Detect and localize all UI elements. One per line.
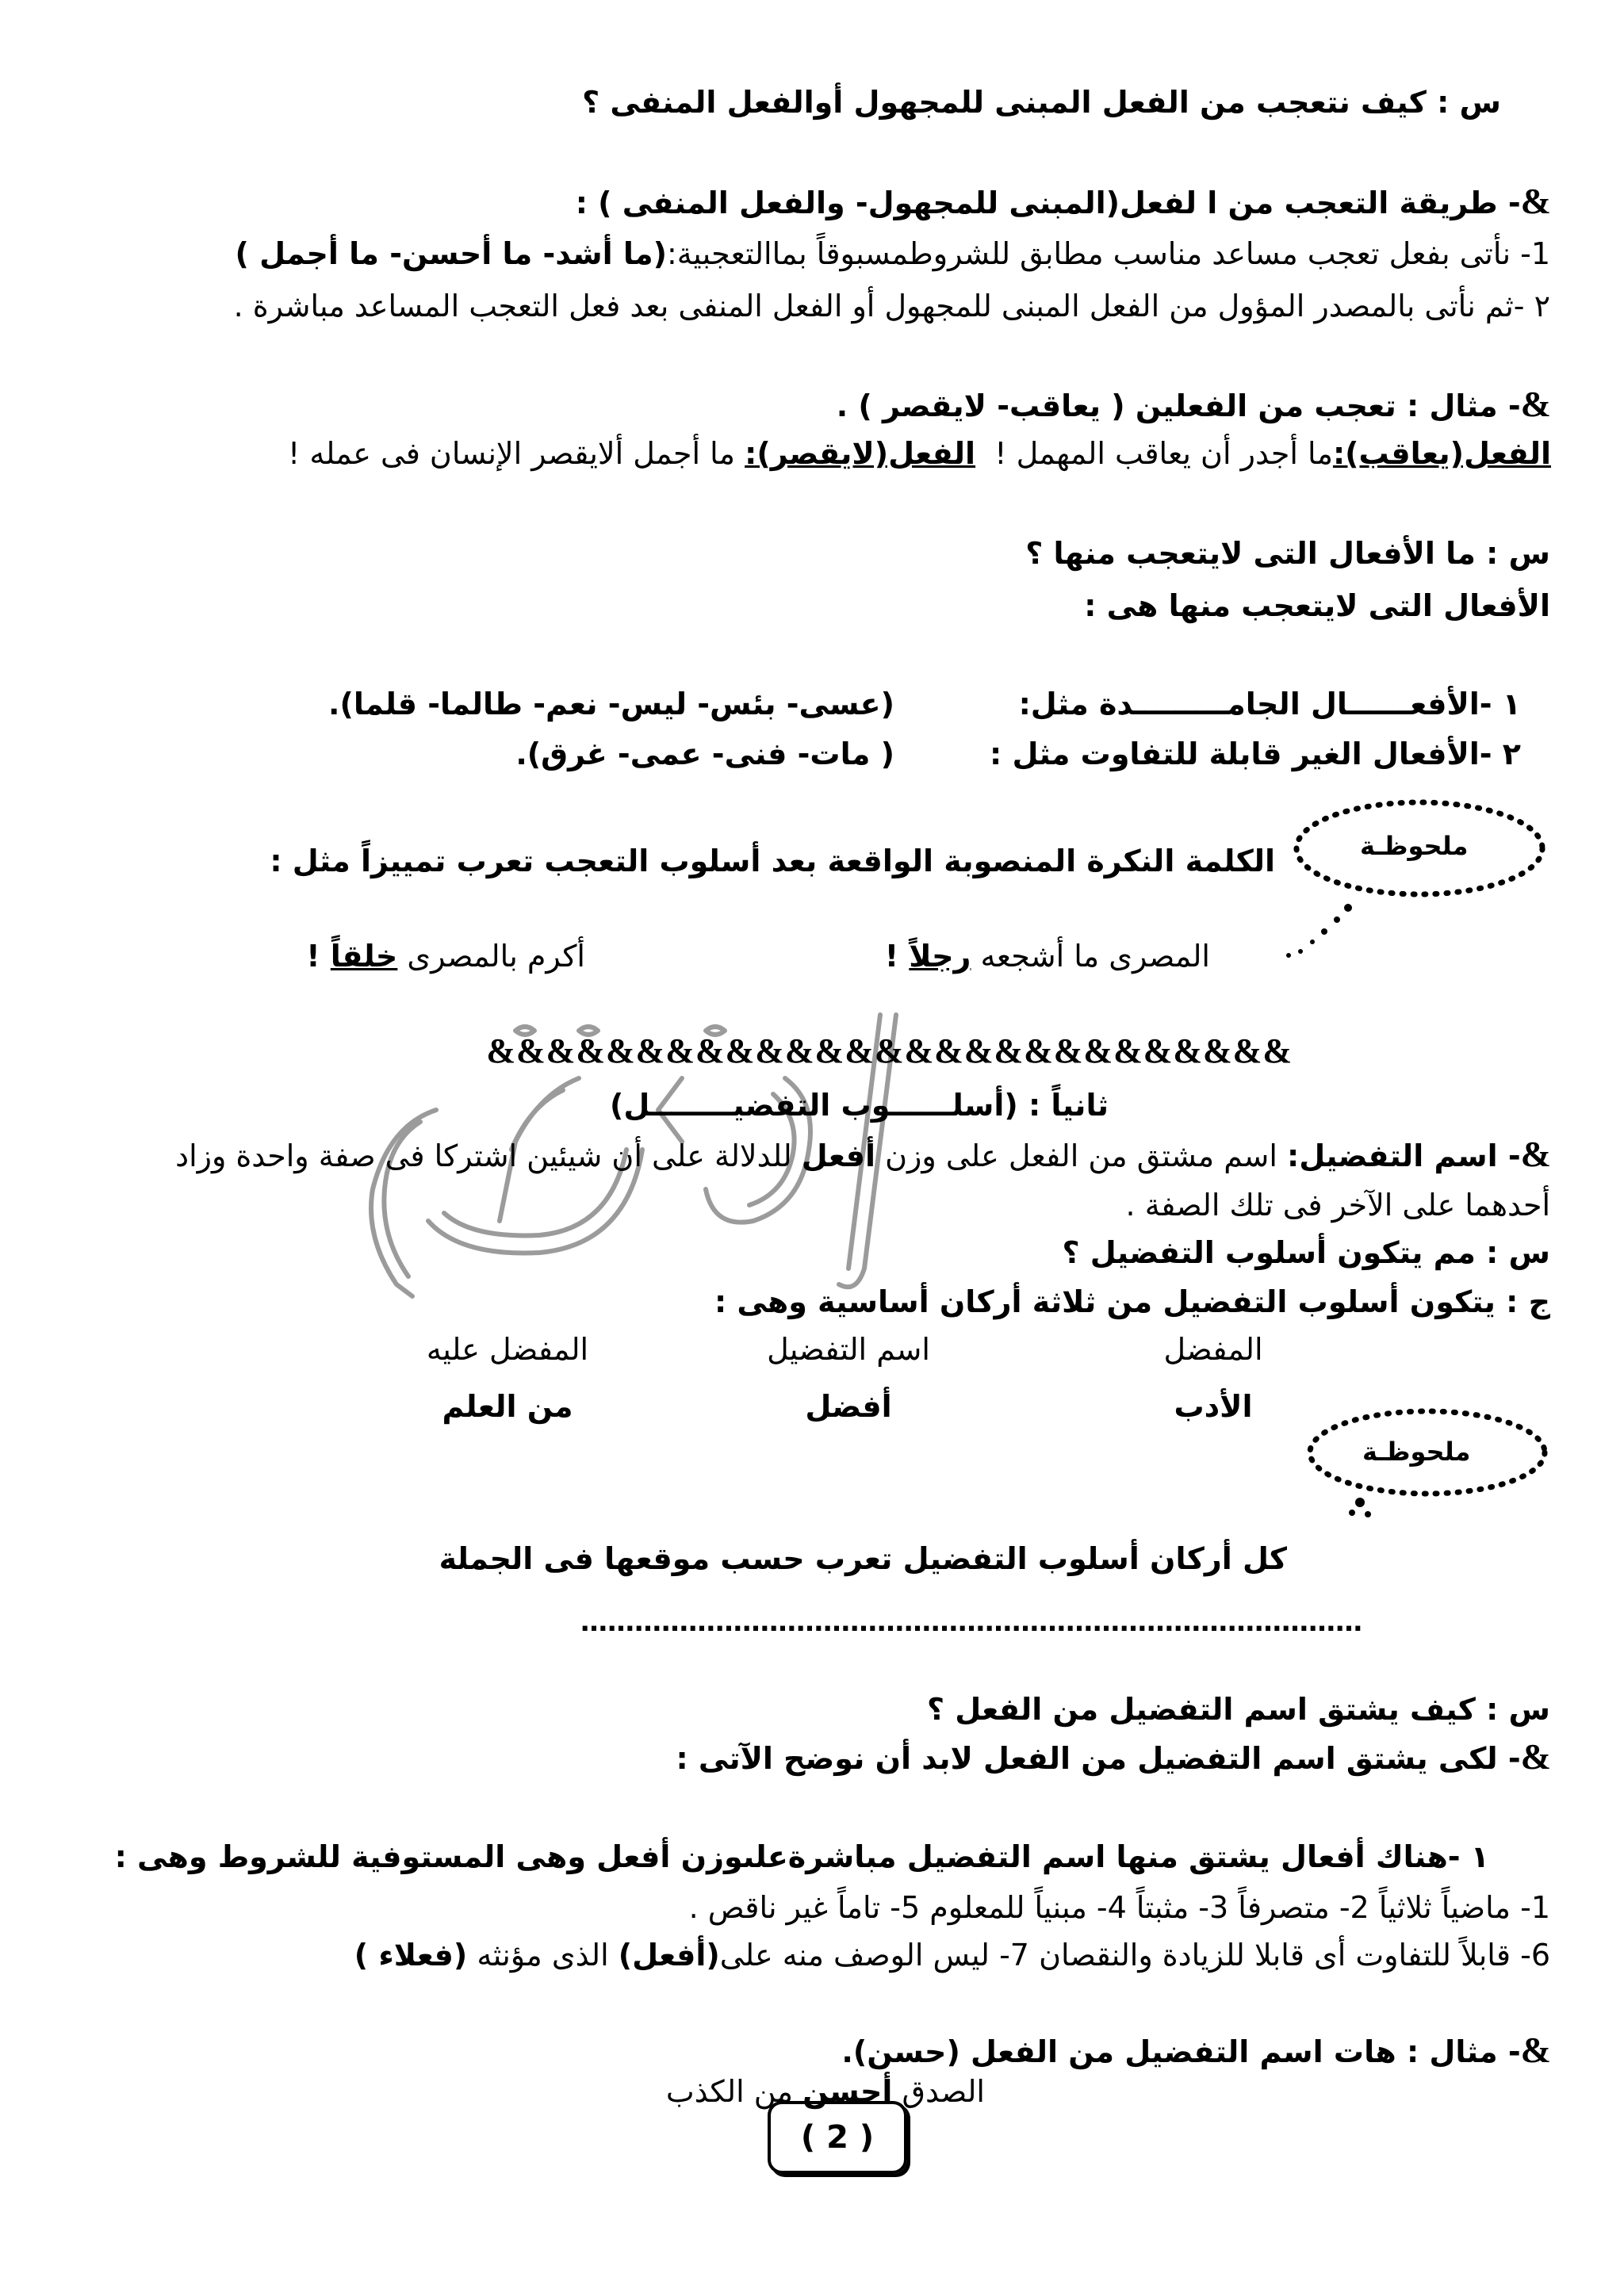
question-2: س : ما الأفعال التى لايتعجب منها ؟ [1025, 536, 1550, 571]
pillar-3-name: المفضل عليه [426, 1332, 589, 1367]
answer-4-text: لكى يشتق اسم التفضيل من الفعل لابد أن نوضح الآتى : [676, 1741, 1498, 1776]
example-1-text-1: ما أجدر أن يعاقب المهمل ! [994, 436, 1333, 471]
ampersand-icon: & [1520, 1134, 1551, 1174]
pillar-1-example: الأدب [1174, 1389, 1253, 1424]
note-1-example-1 [885, 936, 1210, 977]
derive-conditions-2-b: (أفعل) [618, 1938, 720, 1973]
pillar-2-example: أفضل [805, 1389, 892, 1424]
method-heading-text: طريقة التعجب من ا لفعل(المبنى للمجهول- والفعل المنفى ) : [575, 186, 1498, 220]
ampersand-icon: & [1520, 181, 1551, 221]
example-2-sentence-a: الصدق [892, 2074, 985, 2109]
method-step-1 [236, 233, 1550, 274]
definition-line-2: أحدهما على الآخر فى تلك الصفة . [1125, 1188, 1550, 1223]
method-heading: &- طريقة التعجب من ا لفعل(المبنى للمجهول- والفعل المنفى ) : [575, 181, 1551, 221]
definition-weight: أفعل [801, 1138, 876, 1173]
answer-4: &- لكى يشتق اسم التفضيل من الفعل لابد أن نوضح الآتى : [676, 1736, 1551, 1777]
method-step-1-examples: (ما أشد- ما أحسن- ما أجمل ) [235, 236, 667, 271]
example-1-sentences [288, 433, 1551, 474]
example-1-heading: &- مثال : تعجب من الفعلين ( يعاقب- لايقصر ) . [836, 384, 1551, 424]
separator: &&&&&&&&&&&&&&&&&&&&&&&&&&& [486, 1031, 1293, 1070]
question-1: س : كيف نتعجب من الفعل المبنى للمجهول أوالفعل المنفى ؟ [582, 85, 1501, 120]
note-1-example-1-word: رجلاً [909, 939, 971, 974]
note-1-example-2-word: خلقاً [330, 939, 398, 974]
dotted-line: …………………………………………………………………………… [580, 1606, 1362, 1638]
question-3: س : مم يتكون أسلوب التفضيل ؟ [1062, 1235, 1550, 1270]
note-1-example-1-text: المصرى ما أشجعه [971, 939, 1210, 974]
ampersand-icon: & [1520, 384, 1551, 424]
example-1-label-1: الفعل(يعاقب): [1332, 436, 1551, 471]
note-2-label: ملحوظـة [1362, 1437, 1471, 1467]
derive-conditions-2-c: الذى مؤنثه [467, 1938, 619, 1973]
note-1-text: الكلمة النكرة المنصوبة الواقعة بعد أسلوب التعجب تعرب تمييزاً مثل : [270, 844, 1275, 878]
note-cloud-1 [1269, 793, 1554, 959]
example-2-heading: &- مثال : هات اسم التفضيل من الفعل (حسن). [841, 2030, 1551, 2070]
no-exclaim-examples-2: ( مات- فنى- عمى- غرق). [515, 737, 894, 771]
pillar-3-example: من العلم [442, 1389, 573, 1424]
page-number: ( 2 ) [768, 2101, 907, 2174]
ampersand-icon: & [1520, 1736, 1551, 1777]
derive-conditions-2-a: 6- قابلاً للتفاوت أى قابلا للزيادة والنقصان 7- ليس الوصف منه على [719, 1938, 1550, 1973]
question-4: س : كيف يشتق اسم التفضيل من الفعل ؟ [926, 1692, 1550, 1727]
example-1-text-2: ما أجمل ألايقصر الإنسان فى عمله ! [288, 436, 736, 471]
pillar-1-name: المفضل [1163, 1332, 1263, 1367]
derive-conditions-1: 1- ماضياً ثلاثياً 2- متصرفاً 3- مثبتاً 4- مبنياً للمعلوم 5- تاماً غير ناقص . [688, 1890, 1550, 1925]
note-1-example-1-mark: ! [884, 939, 910, 974]
definition-label: اسم التفضيل: [1287, 1138, 1498, 1173]
note-1-example-2-mark: ! [306, 939, 331, 974]
example-2-sentence-c: من الكذب [665, 2074, 803, 2109]
definition-text-a: اسم مشتق من الفعل على وزن [875, 1138, 1287, 1173]
no-exclaim-label-1: ١ -الأفعــــــال الجامـــــــــدة مثل: [1018, 687, 1521, 721]
pillar-2-name: اسم التفضيل [767, 1332, 930, 1367]
section-2-title: ثانياً : (أسلــــــوب التفضيــــــــل) [610, 1088, 1109, 1123]
derive-heading: ١ -هناك أفعال يشتق منها اسم التفضيل مباشرةعلىوزن أفعل وهى المستوفية للشروط وهى : [114, 1839, 1489, 1874]
note-2-text: كل أركان أسلوب التفضيل تعرب حسب موقعها فى الجملة [439, 1541, 1287, 1576]
derive-conditions-2-d: (فعلاء ) [354, 1938, 468, 1973]
note-1-example-2 [306, 936, 585, 977]
example-2-sentence-b: أحسن [802, 2074, 893, 2109]
note-1-label: ملحوظـة [1360, 831, 1469, 861]
no-exclaim-examples-1: (عسى- بئس- ليس- نعم- طالما- قلما). [328, 687, 894, 721]
no-exclaim-label-2: ٢ -الأفعال الغير قابلة للتفاوت مثل : [990, 737, 1521, 771]
example-1-label-2: الفعل(لايقصر): [745, 436, 976, 471]
note-1-example-2-text: أكرم بالمصرى [397, 939, 585, 974]
derive-conditions-2 [354, 1934, 1550, 1976]
definition-text-b: للدلالة على أن شيئين اشتركا فى صفة واحدة وزاد [175, 1138, 802, 1173]
method-step-1-text: 1- نأتى بفعل تعجب مساعد مناسب مطابق للشروطمسبوقاً بماالتعجبية: [667, 236, 1550, 271]
example-2-heading-text: مثال : هات اسم التفضيل من الفعل (حسن). [841, 2034, 1498, 2069]
definition-line-1: &- اسم التفضيل: اسم مشتق من الفعل على وزن أفعل للدلالة على أن شيئين اشتركا فى صفة واحدة وزاد [175, 1134, 1551, 1174]
ampersand-icon: & [1520, 2030, 1551, 2070]
answer-2: الأفعال التى لايتعجب منها هى : [1084, 588, 1550, 623]
method-step-2: ٢ -ثم نأتى بالمصدر المؤول من الفعل المبنى للمجهول أو الفعل المنفى بعد فعل التعجب المساعد مباشرة . [233, 289, 1550, 323]
answer-3: ج : يتكون أسلوب التفضيل من ثلاثة أركان أساسية وهى : [714, 1284, 1550, 1319]
example-1-heading-text: مثال : تعجب من الفعلين ( يعاقب- لايقصر ) . [836, 388, 1498, 423]
